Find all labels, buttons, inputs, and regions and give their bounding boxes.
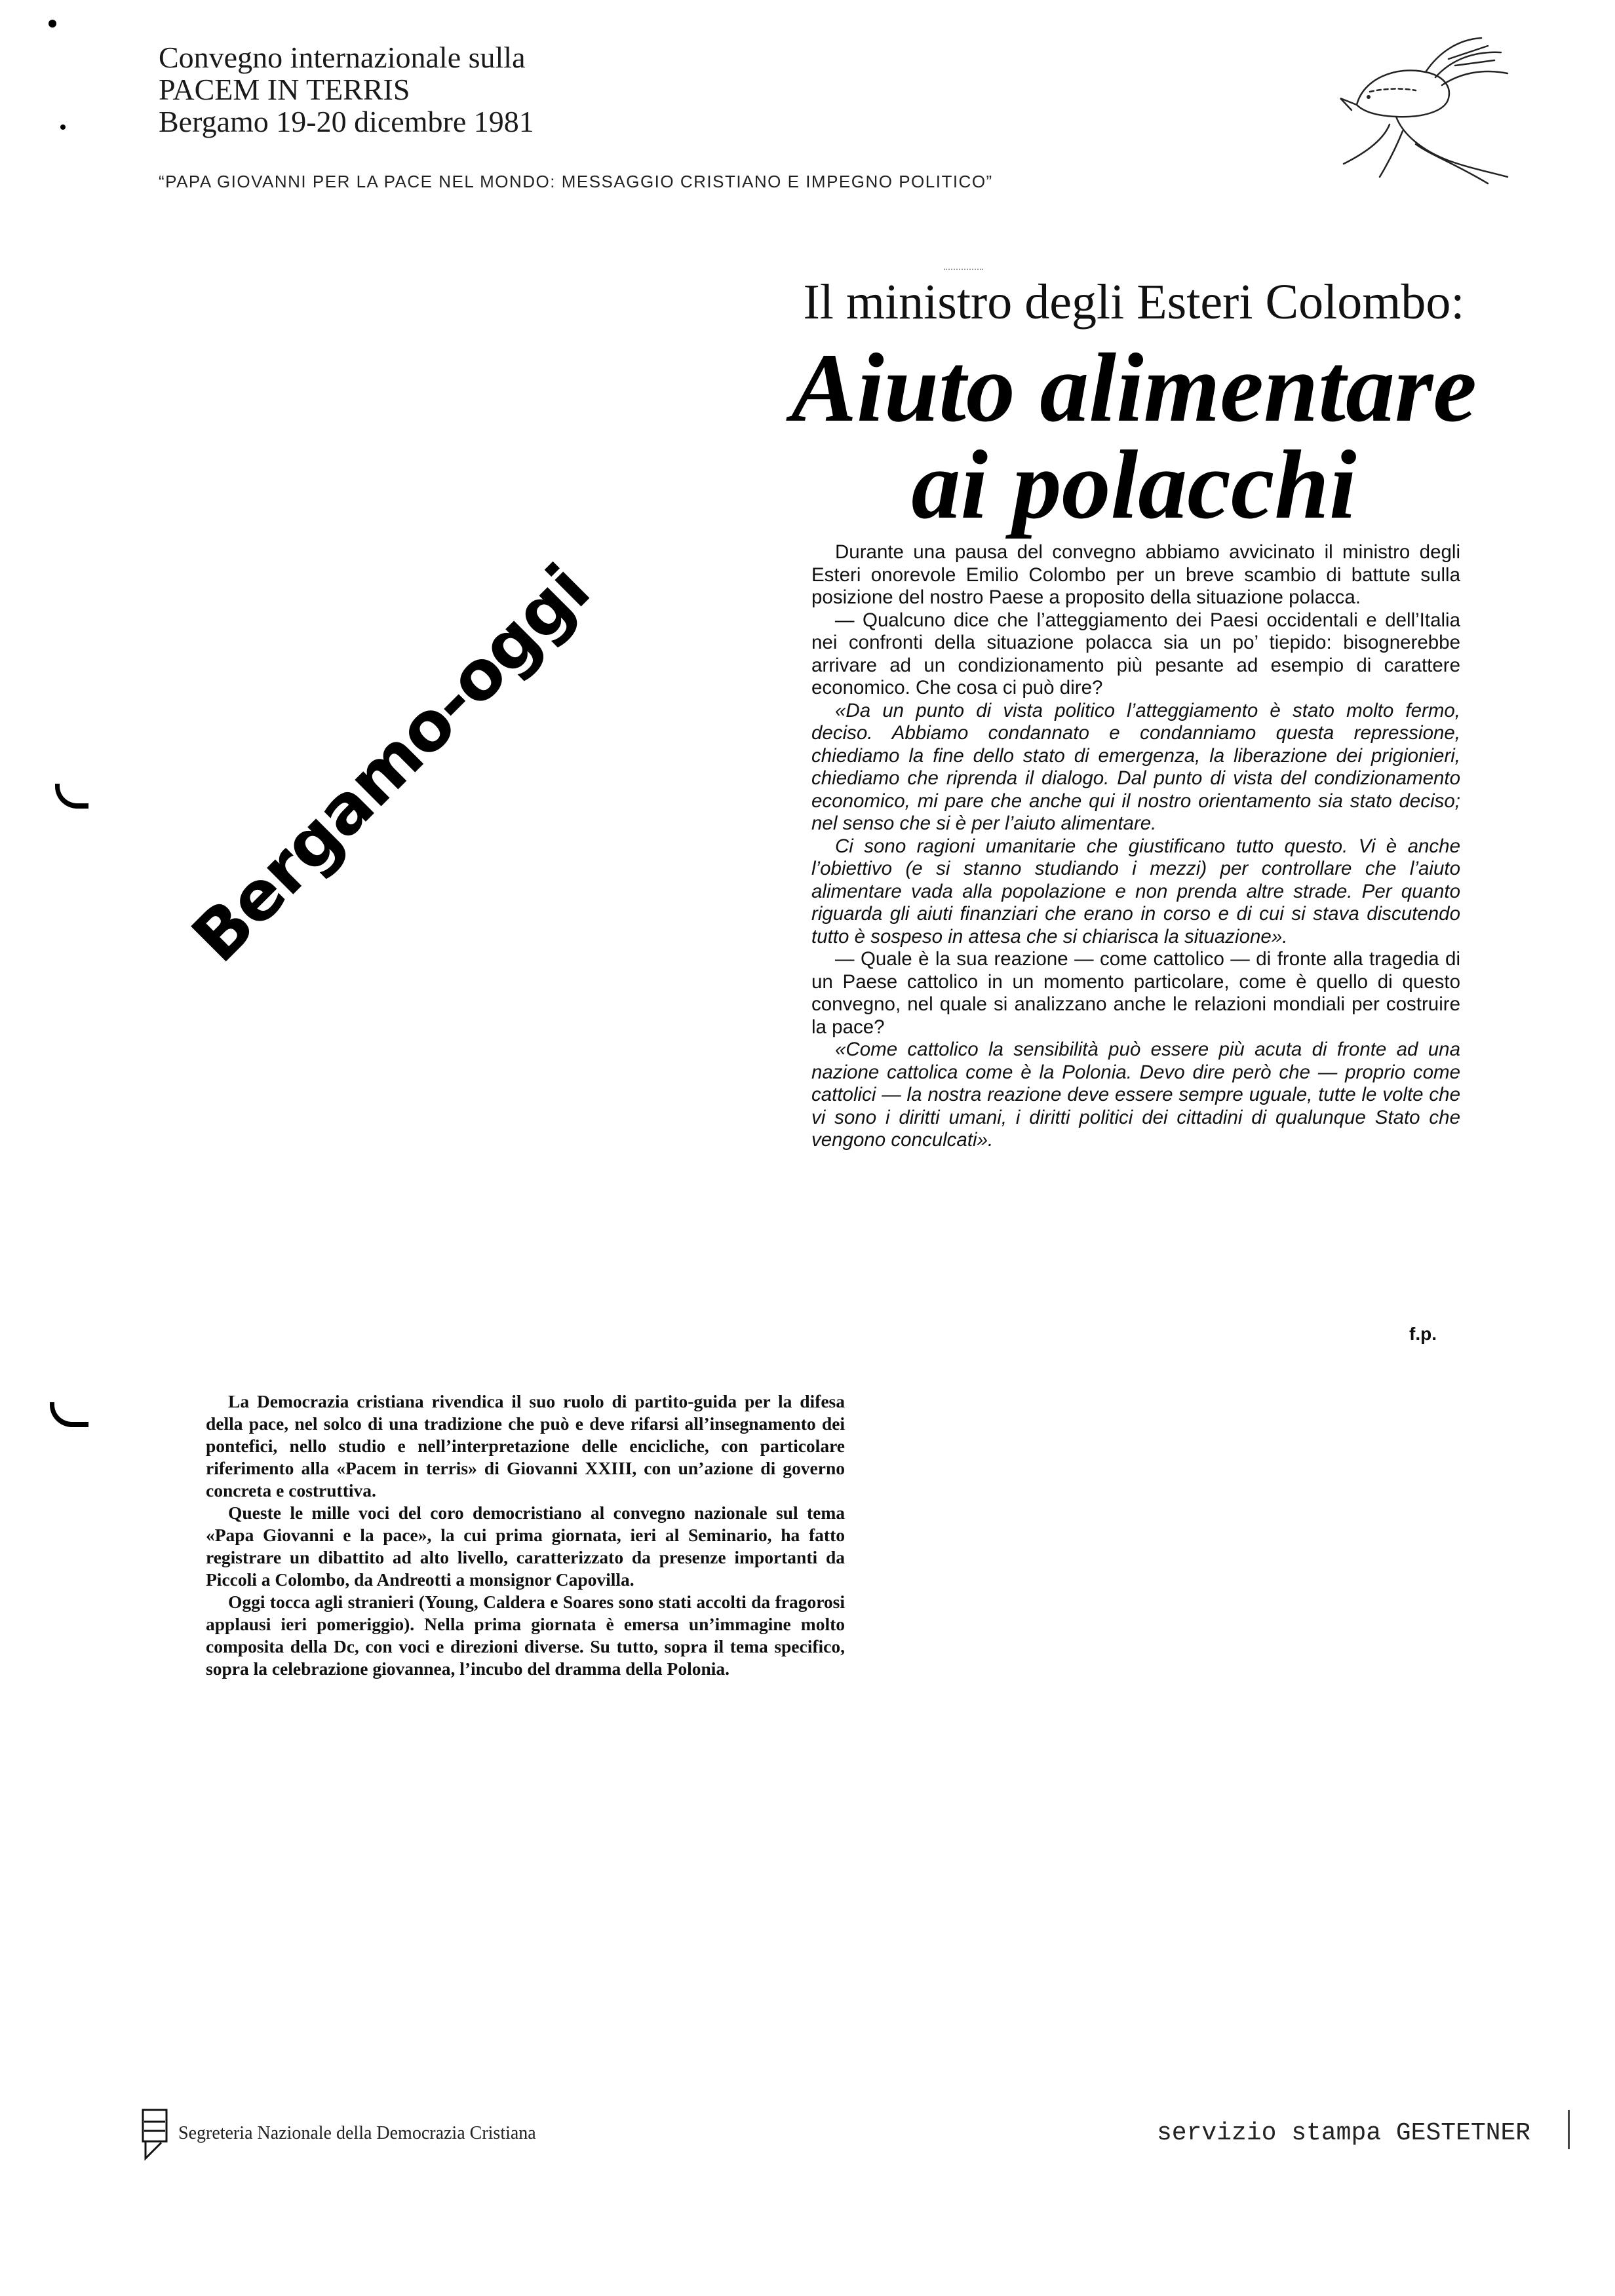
header-line-2: PACEM IN TERRIS [159,72,410,106]
article-body [811,541,1460,1152]
newspaper-masthead: Bergamo-oggi [176,550,604,978]
margin-dot [60,124,66,130]
article-paragraph: Durante una pausa del convegno abbiamo avvicinato il ministro degli Esteri onorevole Emilio Colombo per un breve scambio di battute sulla posizione del nostro Paese a proposito della situazione polacca. [811,541,1460,608]
article-paragraph: Ci sono ragioni umanitarie che giustificano tutto questo. Vi è anche l’obiettivo (e si stanno studiando i mezzi) per controllare che l’aiuto alimentare vada alla popolazione e non prenda altre strade. Per quanto riguarda gli aiuti finanziari che erano in corso e di cui si stava discutendo tutto è sospeso in attesa che si chiarisca la situazione». [811,835,1460,947]
conference-header [159,42,749,138]
story-paragraph: Oggi tocca agli stranieri (Young, Caldera e Soares sono stati accolti da fragorosi applausi ieri pomeriggio). Nella prima giornata è emersa un’immagine molto composita della Dc, con voci e direzioni diverse. Su tutto, sopra il tema specifico, sopra la celebrazione giovannea, l’incubo del dramma della Polonia. [206,1592,845,1679]
margin-dot [49,20,56,28]
header-line-1: Convegno internazionale sulla [159,41,526,74]
article-headline [773,334,1494,539]
footer-mark [1568,2110,1570,2149]
headline-line-2: ai polacchi [911,430,1357,539]
party-logo-icon [142,2109,168,2161]
story-paragraph: Queste le mille voci del coro democristiano al convegno nazionale sul tema «Papa Giovanni e la pace», la cui prima giornata, ieri al Seminario, ha fatto registrare un dibattito ad alto livello, caratterizzato da presenze importanti da Piccoli a Colombo, da Andreotti a monsignor Capovilla. [206,1502,845,1590]
divider [944,269,983,270]
dove-icon [1317,20,1514,197]
article-kicker: Il ministro degli Esteri Colombo: [803,275,1465,330]
conference-theme: “PAPA GIOVANNI PER LA PACE NEL MONDO: MESSAGGIO CRISTIANO E IMPEGNO POLITICO” [159,172,993,191]
footer-publisher: Segreteria Nazionale della Democrazia Cristiana [178,2123,536,2143]
article-paragraph: «Da un punto di vista politico l’atteggiamento è stato molto fermo, deciso. Abbiamo condannato e condanniamo questa repressione, chiediamo la fine dello stato di emergenza, la liberazione dei prigionieri, chiediamo che riprenda il dialogo. Dal punto di vista del condizionamento economico, mi pare che anche qui il nostro orientamento sia stato deciso; nel senso che si è per l’aiuto alimentare. [811,699,1460,834]
story-body [206,1390,845,1680]
article-paragraph: — Quale è la sua reazione — come cattolico — di fronte alla tragedia di un Paese cattolico in un momento particolare, come è quello di questo convegno, nel quale si analizzano anche le relazioni mondiali per costruire la pace? [811,948,1460,1038]
article-paragraph: — Qualcuno dice che l’atteggiamento dei Paesi occidentali e dell’Italia nei confronti della situazione polacca sia un po’ tiepido: bisognerebbe arrivare ad un condizionamento più pesante ad esempio di carattere economico. Che cosa ci può dire? [811,609,1460,698]
article-signature: f.p. [1409,1324,1437,1344]
margin-hook [50,1402,88,1427]
margin-hook [55,784,88,809]
header-line-3: Bergamo 19-20 dicembre 1981 [159,104,534,138]
footer-service: servizio stampa GESTETNER [1157,2119,1531,2147]
article-paragraph: «Come cattolico la sensibilità può essere più acuta di fronte ad una nazione cattolica come è la Polonia. Devo dire però che — proprio come cattolici — la nostra reazione deve essere sempre uguale, tutte le volte che vi sono i diritti umani, i diritti politici dei cittadini di qualunque Stato che vengono conculcati». [811,1039,1460,1151]
headline-line-1: Aiuto alimentare [791,334,1477,442]
story-paragraph: La Democrazia cristiana rivendica il suo ruolo di partito-guida per la difesa della pace, nel solco di una tradizione che può e deve rifarsi all’insegnamento dei pontefici, nello studio e nell’interpretazione delle encicliche, con particolare riferimento alla «Pacem in terris» di Giovanni XXIII, con un’azione di governo concreta e costruttiva. [206,1391,845,1501]
